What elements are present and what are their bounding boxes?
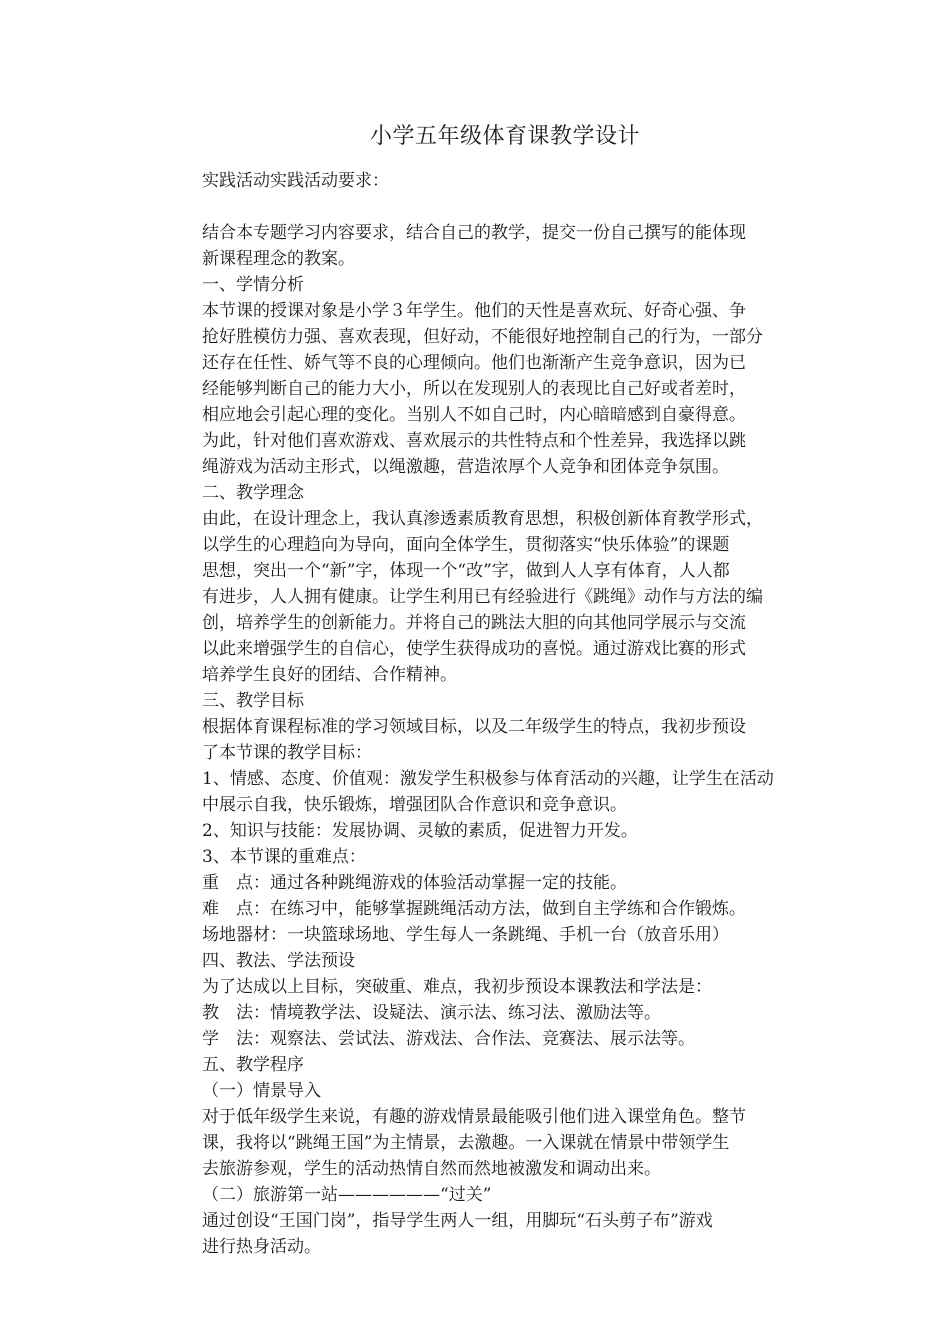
- document-title: 小学五年级体育课教学设计: [369, 124, 640, 149]
- text-line: 为此，针对他们喜欢游戏、喜欢展示的共性特点和个性差异，我选择以跳: [202, 431, 746, 451]
- text-line: 中展示自我，快乐锻炼，增强团队合作意识和竞争意识。: [202, 795, 627, 815]
- text-line: 结合本专题学习内容要求，结合自己的教学，提交一份自己撰写的能体现: [202, 223, 746, 243]
- text-line: 难 点：在练习中，能够掌握跳绳活动方法，做到自主学练和合作锻炼。: [202, 899, 746, 919]
- text-line: 抢好胜模仿力强、喜欢表现，但好动，不能很好地控制自己的行为，一部分: [202, 327, 763, 347]
- text-line: 还存在任性、娇气等不良的心理倾向。他们也渐渐产生竞争意识，因为已: [202, 353, 746, 373]
- text-line: 二、教学理念: [202, 483, 304, 503]
- text-line: 经能够判断自己的能力大小，所以在发现别人的表现比自己好或者差时，: [202, 379, 746, 399]
- text-line: 课，我将以“跳绳王国”为主情景，去激趣。一入课就在情景中带领学生: [202, 1133, 730, 1153]
- text-line: 相应地会引起心理的变化。当别人不如自己时，内心暗暗感到自豪得意。: [202, 405, 746, 425]
- text-line: 新课程理念的教案。: [202, 249, 355, 269]
- text-line: 3、本节课的重难点：: [202, 847, 366, 867]
- text-line: 场地器材：一块篮球场地、学生每人一条跳绳、手机一台（放音乐用）: [202, 925, 729, 945]
- document-body: [202, 168, 812, 1260]
- text-line: 由此，在设计理念上，我认真渗透素质教育思想，积极创新体育教学形式，: [202, 509, 763, 529]
- text-line: 一、学情分析: [202, 275, 304, 295]
- blank-line: [202, 194, 812, 220]
- text-line: 四、教法、学法预设: [202, 951, 355, 971]
- text-line: 为了达成以上目标，突破重、难点，我初步预设本课教法和学法是：: [202, 977, 712, 997]
- text-line: （二）旅游第一站——————“过关”: [202, 1185, 492, 1205]
- text-line: 以学生的心理趋向为导向，面向全体学生，贯彻落实“快乐体验”的课题: [202, 535, 730, 555]
- text-line: 通过创设“王国门岗”，指导学生两人一组，用脚玩“石头剪子布”游戏: [202, 1211, 713, 1231]
- text-line: 创，培养学生的创新能力。并将自己的跳法大胆的向其他同学展示与交流: [202, 613, 746, 633]
- text-line: 教 法：情境教学法、设疑法、演示法、练习法、激励法等。: [202, 1003, 661, 1023]
- text-line: 思想，突出一个“新”字，体现一个“改”字，做到人人享有体育，人人都: [202, 561, 730, 581]
- text-line: 学 法：观察法、尝试法、游戏法、合作法、竞赛法、展示法等。: [202, 1029, 695, 1049]
- text-line: 了本节课的教学目标：: [202, 743, 372, 763]
- text-line: 根据体育课程标准的学习领域目标，以及二年级学生的特点，我初步预设: [202, 717, 746, 737]
- text-line: 进行热身活动。: [202, 1237, 321, 1257]
- text-line: 去旅游参观，学生的活动热情自然而然地被激发和调动出来。: [202, 1159, 661, 1179]
- text-line: 有进步，人人拥有健康。让学生利用已有经验进行《跳绳》动作与方法的编: [202, 587, 763, 607]
- text-line: 绳游戏为活动主形式，以绳激趣，营造浓厚个人竞争和团体竞争氛围。: [202, 457, 729, 477]
- text-line: （一）情景导入: [202, 1081, 321, 1101]
- text-line: 1、情感、态度、价值观：激发学生积极参与体育活动的兴趣，让学生在活动: [202, 769, 774, 789]
- text-line: 2、知识与技能：发展协调、灵敏的素质，促进智力开发。: [202, 821, 638, 841]
- text-line: 本节课的授课对象是小学３年学生。他们的天性是喜欢玩、好奇心强、争: [202, 301, 746, 321]
- text-line: 五、教学程序: [202, 1055, 304, 1075]
- text-line: 重 点：通过各种跳绳游戏的体验活动掌握一定的技能。: [202, 873, 627, 893]
- text-line: 培养学生良好的团结、合作精神。: [202, 665, 457, 685]
- text-line: 三、教学目标: [202, 691, 304, 711]
- text-line: 以此来增强学生的自信心，使学生获得成功的喜悦。通过游戏比赛的形式: [202, 639, 746, 659]
- text-line: 对于低年级学生来说，有趣的游戏情景最能吸引他们进入课堂角色。整节: [202, 1107, 746, 1127]
- text-line: 实践活动实践活动要求：: [202, 171, 389, 191]
